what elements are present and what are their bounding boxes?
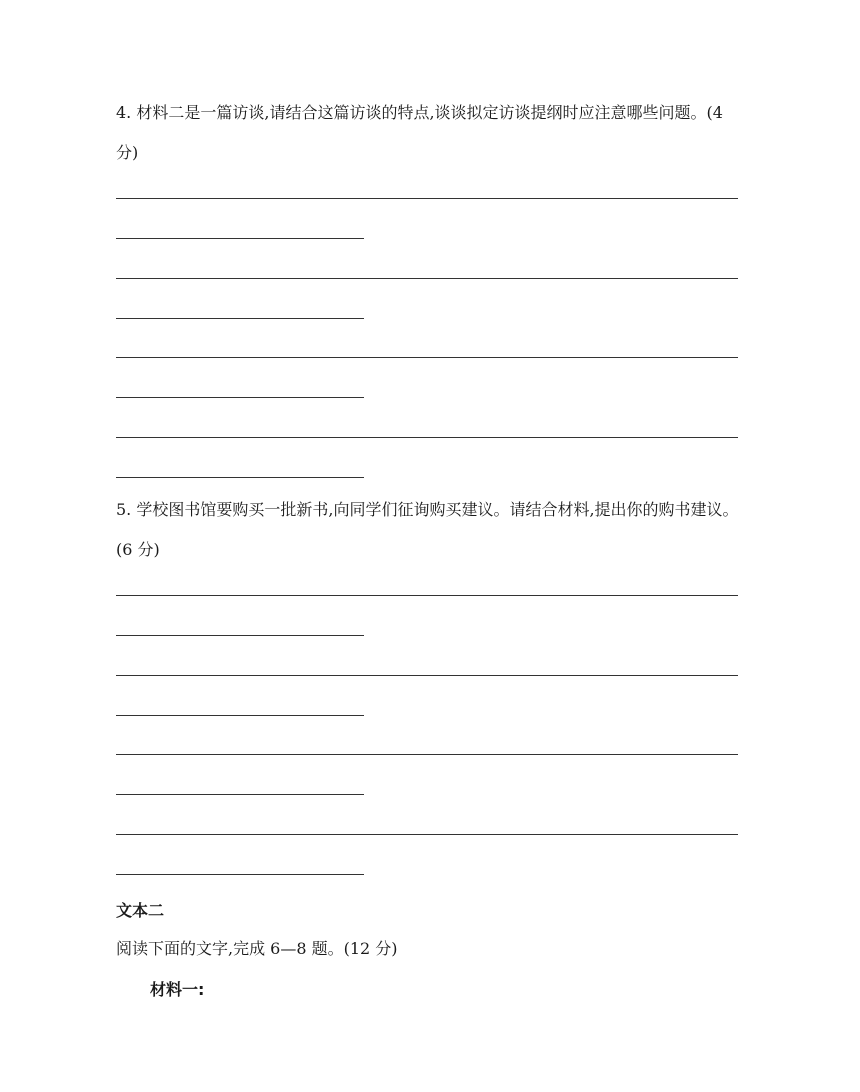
question-4: 4. 材料二是一篇访谈,请结合这篇访谈的特点,谈谈拟定访谈提纲时应注意哪些问题。(4 分) xyxy=(116,103,723,162)
answer-line[interactable] xyxy=(116,595,738,596)
answer-line[interactable] xyxy=(116,397,364,398)
answer-line[interactable] xyxy=(116,198,738,199)
answer-line[interactable] xyxy=(116,794,364,795)
answer-line[interactable] xyxy=(116,635,364,636)
answer-line[interactable] xyxy=(116,874,364,875)
answer-line[interactable] xyxy=(116,477,364,478)
question-5: 5. 学校图书馆要购买一批新书,向同学们征询购买建议。请结合材料,提出你的购书建议。(6 分) xyxy=(116,500,739,559)
answer-line[interactable] xyxy=(116,715,364,716)
answer-line[interactable] xyxy=(116,318,364,319)
answer-line[interactable] xyxy=(116,834,738,835)
answer-line[interactable] xyxy=(116,675,738,676)
answer-line[interactable] xyxy=(116,278,738,279)
section-instruction: 阅读下面的文字,完成 6—8 题。(12 分) xyxy=(116,939,398,958)
answer-line[interactable] xyxy=(116,754,738,755)
section-heading: 文本二 xyxy=(116,901,165,920)
answer-line[interactable] xyxy=(116,437,738,438)
material-label: 材料一: xyxy=(150,980,205,999)
answer-line[interactable] xyxy=(116,238,364,239)
answer-line[interactable] xyxy=(116,357,738,358)
